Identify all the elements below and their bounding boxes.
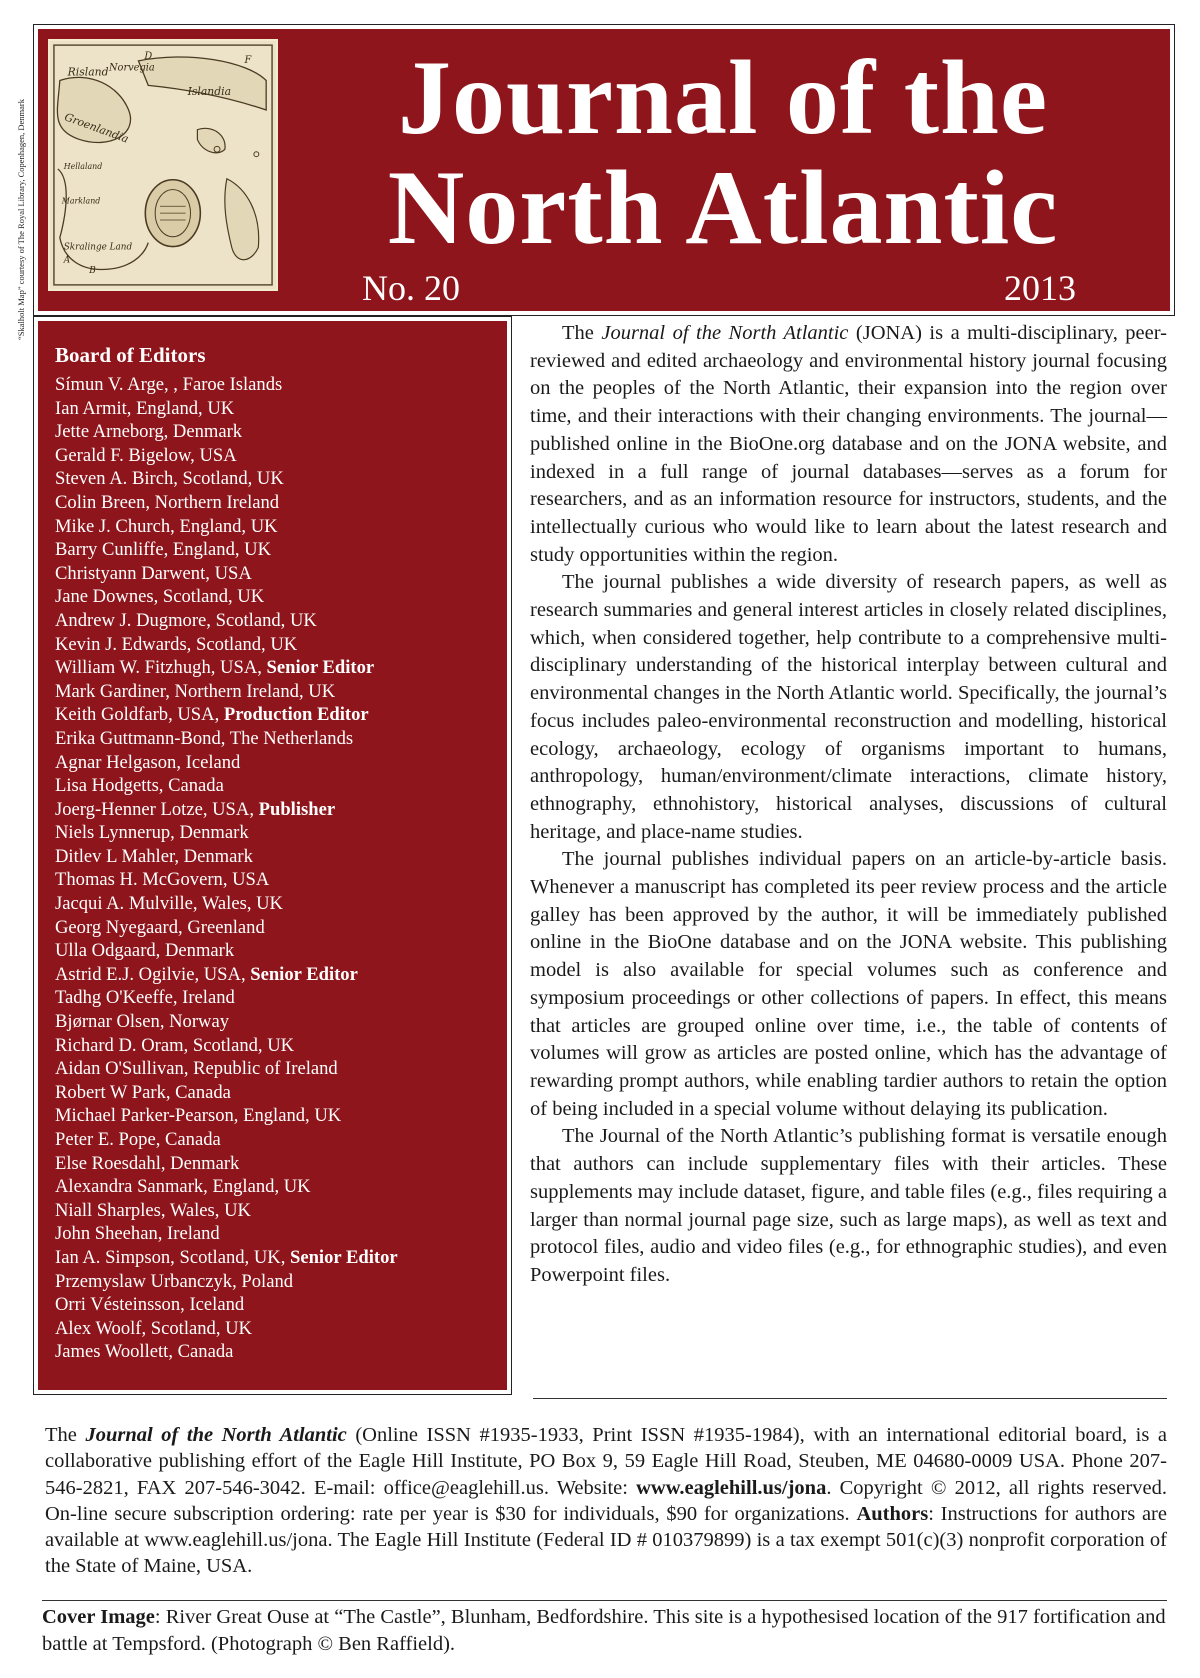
editor-entry [55,585,507,609]
editor-name: Niels Lynnerup, Denmark [55,822,249,844]
editor-name: James Woollett, Canada [55,1341,234,1363]
editor-entry [55,868,507,892]
website-link[interactable]: www.eaglehill.us/jona [636,1476,827,1499]
editor-entry [55,420,507,444]
masthead [38,29,1170,311]
description-paragraph-2: The journal publishes a wide diversity of research papers, as well as research summaries and general interest articles in closely related disciplines, which, when considered together, help contribute to a comprehensive multi-disciplinary understanding of the historical interplay between cultural and environmental changes in the North Atlantic world. Specifically, the journal’s focus includes paleo-environmental reconstruction and modelling, historical ecology, archaeology, ecology of organisms important to humans, anthropology, human/environment/climate interactions, climate history, ethnography, ethnohistory, historical analyses, discussions of cultural heritage, and place-name studies. [530,571,1167,843]
editor-name: Mark Gardiner, Northern Ireland, UK [55,680,336,702]
editor-name: Peter E. Pope, Canada [55,1129,221,1150]
editor-entry [55,1340,507,1364]
cover-image-caption: Cover Image: River Great Ouse at “The Castle”, Blunham, Bedfordshire. This site is a hypothesised location of the 917 fortification and battle at Tempsford. (Photograph © Ben Raffield). [42,1606,1166,1655]
editor-name: Agnar Helgason, Iceland [55,751,241,773]
divider-top [533,1398,1167,1399]
editor-name: Thomas H. McGovern, USA [55,869,270,891]
editor-name: Ditlev L Mahler, Denmark [55,845,253,867]
editor-entry [55,1222,507,1246]
map-label-a: A [63,255,71,266]
editor-name: Joerg-Henner Lotze, USA, [55,798,259,820]
editor-name: Ian A. Simpson, Scotland, UK, [55,1246,290,1268]
journal-name-italic: Journal of the North Atlantic [601,322,849,344]
editor-entry [55,939,507,963]
editor-entry [55,491,507,515]
editor-name: Ian Armit, England, UK [55,397,235,419]
description-paragraph-4: The Journal of the North Atlantic’s publishing format is versatile enough that authors can include supplementary files with their articles. These supplements may include dataset, figure, and table files (e.g., files requiring a larger than normal journal page size, such as large maps), as well as text and protocol files, audio and video files (e.g., for ethnographic studies), and even Powerpoint files. [530,1125,1167,1286]
footer-journal-name: Journal of the North Atlantic [85,1424,347,1446]
editor-name: Astrid E.J. Ogilvie, USA, [55,963,251,985]
authors-label: Authors [856,1502,929,1525]
editor-name: Richard D. Oram, Scotland, UK [55,1034,295,1056]
masthead-frame [33,24,1175,316]
editor-entry [55,467,507,491]
editor-entry [55,1293,507,1317]
editor-entry [55,821,507,845]
map-label-hellaland: Hellaland [63,161,103,171]
editor-name: Aidan O'Sullivan, Republic of Ireland [55,1058,338,1080]
editor-entry [55,1175,507,1199]
map-credit [14,30,30,340]
description-paragraph-3: The journal publishes individual papers on an article-by-article basis. Whenever a manuscript has completed its peer review process and the article galley has been approved by the author, it will be immediately published online in the BioOne database and on the JONA website. This publishing model is also available for special volumes such as conference and symposium proceedings or other collections of papers. In effect, this means that articles are grouped online over time, i.e., the table of contents of volumes will grow as articles are posted online, which has the advantage of rewarding prompt authors, while enabling tardier authors to retain the option of being included in a special volume without delaying its publication. [530,848,1167,1120]
editor-name: Orri Vésteinsson, Iceland [55,1294,245,1316]
editor-entry [55,1270,507,1294]
divider-bottom [42,1600,1167,1601]
journal-title-line2: North Atlantic [387,149,1059,266]
board-of-editors [38,321,507,1390]
map-drawing [50,41,276,289]
editor-entry [55,680,507,704]
editor-entry [55,1081,507,1105]
editor-entry [55,916,507,940]
issue-number: No. 20 [362,268,460,308]
journal-title-line1: Journal of the [398,39,1048,156]
editor-role: Production Editor [223,704,369,726]
board-of-editors-frame [33,316,512,1395]
editor-role: Senior Editor [250,963,358,985]
editor-role: Senior Editor [290,1246,398,1268]
issue-year: 2013 [1004,268,1076,308]
map-label-risland: Risland [67,65,109,79]
editor-name: Erika Guttmann-Bond, The Netherlands [55,727,354,749]
editor-name: Lisa Hodgetts, Canada [55,775,224,797]
publisher-info: The Journal of the North Atlantic (Online ISSN #1935-1933, Print ISSN #1935-1984), with an international editorial board, is a collaborative publishing effort of the Eagle Hill Institute, PO Box 9, 59 Eagle Hill Road, Steuben, ME 04680-0009 USA. Phone 207-546-2821, FAX 207-546-3042. E-mail: office@eaglehill.us. Website: www.eaglehill.us/jona. Copyright © 2012, all rights reserved. On-line secure subscription ordering: rate per year is $30 for individuals, $90 for organizations. Authors: Instructions for authors are available at www.eaglehill.us/jona. The Eagle Hill Institute (Federal ID # 010379899) is a tax exempt 501(c)(3) nonprofit corporation of the State of Maine, USA. [45,1424,1167,1578]
editor-name: Mike J. Church, England, UK [55,515,278,537]
editor-role: Publisher [258,798,336,820]
editor-name: Barry Cunliffe, England, UK [55,539,272,561]
editor-entry [55,1010,507,1034]
editor-entry [55,538,507,562]
editor-name: Przemyslaw Urbanczyk, Poland [55,1270,294,1292]
editor-entry [55,751,507,775]
editor-entry [55,633,507,657]
editor-entry [55,1152,507,1176]
editor-name: Tadhg O'Keeffe, Ireland [55,987,235,1009]
map-label-markland: Markland [61,196,101,206]
editor-name: Andrew J. Dugmore, Scotland, UK [55,609,317,631]
editor-name: Niall Sharples, Wales, UK [55,1199,251,1221]
editor-name: Bjørnar Olsen, Norway [55,1011,230,1033]
editor-name: Michael Parker-Pearson, England, UK [55,1105,342,1127]
map-credit-text: “Skalholt Map” courtesy of The Royal Library, Copenhagen, Denmark [16,98,26,340]
editor-name: Ulla Odgaard, Denmark [55,940,235,962]
editor-entry [55,1317,507,1341]
map-label-norvegia: Norvegia [108,62,155,74]
editor-name: Alexandra Sanmark, England, UK [55,1176,311,1198]
editor-name: Else Roesdahl, Denmark [55,1152,240,1174]
editor-name: John Sheehan, Ireland [55,1223,220,1245]
editor-entry [55,562,507,586]
skalholt-map-image [48,39,278,291]
editor-name: Jette Arneborg, Denmark [55,421,243,443]
editor-entry [55,515,507,539]
map-label-b: B [89,266,96,277]
map-label-skralinge: Skralinge Land [63,242,133,253]
editor-name: Georg Nyegaard, Greenland [55,916,265,938]
cover-image-label: Cover Image [42,1606,155,1628]
editor-entry [55,656,507,680]
editor-name: Jane Downes, Scotland, UK [55,586,265,608]
editor-entry [55,774,507,798]
editor-entry [55,1034,507,1058]
editor-name: Christyann Darwent, USA [55,562,252,584]
editor-entry [55,703,507,727]
description-paragraph-1: The Journal of the North Atlantic (JONA) is a multi-disciplinary, peer-reviewed and edited archaeology and environmental history journal focusing on the peoples of the North Atlantic, their expansion into the region over time, and their interactions with their changing environments. The journal—published online in the BioOne.org database and on the JONA website, and indexed in a full range of journal databases—serves as a forum for researchers, and as an information resource for instructors, students, and the intellectually curious who would like to learn about the latest research and study opportunities within the region. [530,322,1167,566]
map-label-f: F [244,54,252,66]
editor-name: William W. Fitzhugh, USA, [55,657,267,679]
editor-entry [55,1057,507,1081]
journal-description [530,320,1167,1290]
editor-entry [55,1128,507,1152]
map-label-islandia: Islandia [187,85,232,99]
editor-name: Alex Woolf, Scotland, UK [55,1317,252,1339]
editor-entry [55,986,507,1010]
editor-entry [55,609,507,633]
editor-entry [55,963,507,987]
editor-name: Jacqui A. Mulville, Wales, UK [55,893,283,915]
editor-role: Senior Editor [266,657,375,679]
editor-entry [55,845,507,869]
editor-entry [55,798,507,822]
editor-name: Gerald F. Bigelow, USA [55,444,237,466]
editor-entry [55,373,507,397]
board-heading: Board of Editors [55,343,206,367]
editor-entry [55,1199,507,1223]
editor-entry [55,397,507,421]
editor-name: Kevin J. Edwards, Scotland, UK [55,633,298,655]
editor-name: Steven A. Birch, Scotland, UK [55,468,284,490]
editor-entry [55,1104,507,1128]
map-label-d: D [144,50,153,62]
editor-list [55,373,507,1364]
editor-name: Keith Goldfarb, USA, [55,704,224,726]
editor-name: Robert W Park, Canada [55,1081,231,1103]
editor-entry [55,444,507,468]
editor-entry [55,1246,507,1270]
editor-name: Símun V. Arge, , Faroe Islands [55,374,283,395]
editor-entry [55,892,507,916]
map-label-groenlandia: Groenlandia [62,110,131,146]
editor-name: Colin Breen, Northern Ireland [55,491,280,513]
editor-entry [55,727,507,751]
